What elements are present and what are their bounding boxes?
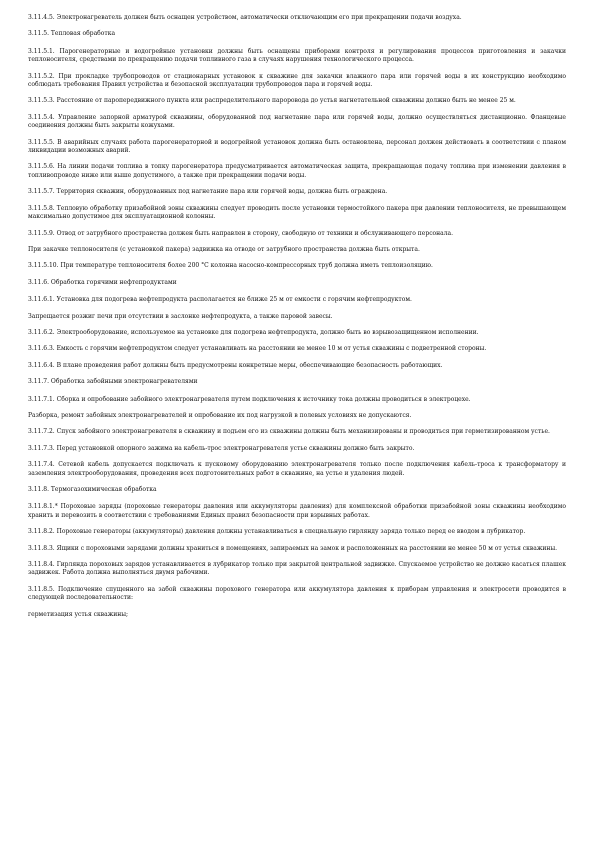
paragraph-3-11-5-4: 3.11.5.4. Управление запорной арматурой скважины, оборудованной под нагнетание пара или горячей воды, должно осуществляться дистанционно. Фланцевые соединения должны быть закрыты кожухами. (28, 113, 566, 130)
paragraph-3-11-7-3: 3.11.7.3. Перед установкой опорного зажима на кабель-трос электронагревателя устье скважины должно быть закрыто. (28, 444, 415, 452)
paragraph-sealing-step: герметизация устья скважины; (28, 610, 129, 618)
paragraph-3-11-7-2: 3.11.7.2. Спуск забойного электронагревателя в скважину и подъем его из скважины должны быть механизированы и проводиться при герметизированном устье. (28, 428, 550, 436)
paragraph-3-11-5-9: 3.11.5.9. Отвод от затрубного пространства должен быть направлен в сторону, свободную от техники и обслуживающего персонала. (28, 229, 454, 237)
paragraph-3-11-5-6: 3.11.5.6. На линии подачи топлива в топку парогенератора предусматривается автоматическая защита, прекращающая подачу топлива при изменении давления в топливопроводе ниже или выше допустимого, а также при прекращении подачи воды. (28, 163, 566, 179)
paragraph-3-11-5-8: 3.11.5.8. Тепловую обработку призабойной зоны скважины следует проводить после установки термостойкого пакера при давлении теплоносителя, не превышающем максимально допустимое для эксплуатационной колонны. (28, 204, 566, 221)
paragraph-3-11-5-3: 3.11.5.3. Расстояние от паропередвижного пункта или распределительного пароровода до устья нагнетательной скважины должно быть не менее 25 м. (28, 97, 516, 105)
paragraph-3-11-5-1: 3.11.5.1. Парогенераторные и водогрейные установки должны быть оснащены приборами контроля и регулирования процессов приготовления и закачки теплоносителя, средствами по прекращению подачи топливного газа в случаях нарушения технологического процесса. (28, 47, 566, 64)
section-heading-3-11-5: 3.11.5. Тепловая обработка (28, 30, 116, 38)
paragraph-repair-note: Разборка, ремонт забойных электронагревателей и опробование их под нагрузкой в полевых условиях не допускаются. (28, 411, 412, 419)
section-heading-3-11-8: 3.11.8. Термогазохимическая обработка (28, 486, 157, 493)
section-heading-3-11-6: 3.11.6. Обработка горячими нефтепродуктами (28, 278, 177, 286)
paragraph-3-11-7-1: 3.11.7.1. Сборка и опробование забойного электронагревателя путем подключения к источнику тока должны проводиться в электроцехе. (28, 395, 471, 403)
section-heading-3-11-7: 3.11.7. Обработка забойными электронагревателями (28, 378, 198, 386)
paragraph-3-11-5-7: 3.11.5.7. Территория скважин, оборудованных под нагнетание пара или горячей воды, должна быть ограждена. (28, 188, 388, 196)
paragraph-3-11-6-1: 3.11.6.1. Установка для подогрева нефтепродукта располагается не ближе 25 м от емкости с горячим нефтепродуктом. (28, 296, 412, 304)
paragraph-3-11-7-4: 3.11.7.4. Сетевой кабель допускается подключать к пусковому оборудованию электронагревателя только после подключения кабель-троса к трансформатору и заземления электрооборудования, проведения всех подготовительных работ в скважине, на устье и удаления людей. (28, 461, 566, 477)
paragraph-3-11-5-10: 3.11.5.10. При температуре теплоносителя более 200 °С колонна насосно-компрессорных труб должна иметь теплоизоляцию. (28, 262, 433, 270)
paragraph-3-11-8-2: 3.11.8.2. Пороховые генераторы (аккумуляторы) давления должны устанавливаться в специальную гирлянду заряда только перед ее вводом в лубрикатор. (28, 528, 526, 536)
paragraph-3-11-4-5: 3.11.4.5. Электронагреватель должен быть оснащен устройством, автоматически отключающим его при прекращении подачи воздуха. (28, 14, 462, 21)
paragraph-3-11-5-5: 3.11.5.5. В аварийных случаях работа парогенераторной и водогрейной установок должна быть остановлена, персонал должен действовать в соответствии с планом ликвидации возможных аварий. (28, 138, 566, 155)
document-body (28, 14, 566, 627)
paragraph-packer-note: При закачке теплоносителя (с установкой пакера) задвижка на отводе от затрубного пространства должна быть открыта. (28, 245, 420, 253)
paragraph-3-11-6-3: 3.11.6.3. Емкость с горячим нефтепродуктом следует устанавливать на расстоянии не менее 10 м от устья скважины с подветренной стороны. (28, 345, 487, 353)
paragraph-3-11-8-1: 3.11.8.1.* Пороховые заряды (пороховые генераторы давления или аккумуляторы давления) для комплексной обработки призабойной зоны скважины необходимо хранить и перевозить в соответствии с требованиями Единых правил безопасности при взрывных работах. (28, 503, 566, 519)
paragraph-3-11-5-2: 3.11.5.2. При прокладке трубопроводов от стационарных установок к скважине для закачки влажного пара или горячей воды в их конструкцию необходимо соблюдать требования Правил устройства и безопасной эксплуатации трубопроводов пара и горячей воды. (28, 72, 566, 89)
paragraph-furnace-note: Запрещается розжиг печи при отсутствии в заслонке нефтепродукта, а также паровой завесы. (28, 312, 333, 320)
paragraph-3-11-8-3: 3.11.8.3. Ящики с пороховыми зарядами должны храниться в помещениях, запираемых на замок и расположенных на расстоянии не менее 50 м от устья скважины. (28, 544, 558, 552)
paragraph-3-11-8-4: 3.11.8.4. Гирлянда пороховых зарядов устанавливается в лубрикатор только при закрытой центральной задвижке. Спускаемое устройство не должно касаться плашек задвижек. Работа должна выполняться двумя рабочими. (28, 561, 566, 577)
paragraph-3-11-6-2: 3.11.6.2. Электрооборудование, используемое на установке для подогрева нефтепродукта, должно быть во взрывозащищенном исполнении. (28, 328, 479, 336)
paragraph-3-11-6-4: 3.11.6.4. В плане проведения работ должны быть предусмотрены конкретные меры, обеспечивающие безопасность работающих. (28, 361, 443, 369)
paragraph-3-11-8-5: 3.11.8.5. Подключение спущенного на забой скважины порохового генератора или аккумулятора давления к приборам управления и электросети проводится в следующей последовательности: (28, 585, 566, 602)
